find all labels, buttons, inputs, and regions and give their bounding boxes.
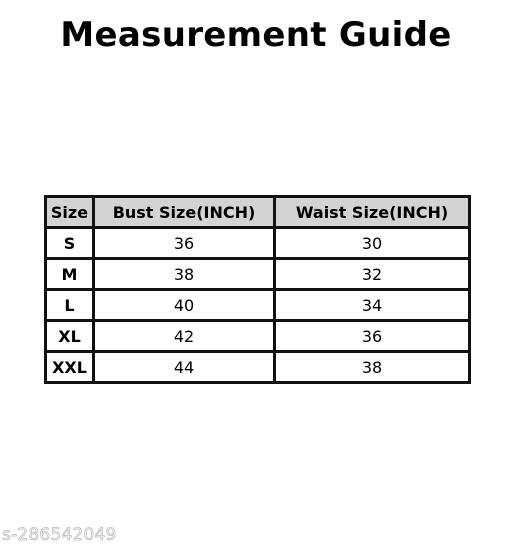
watermark-text: s-286542049 (2, 525, 117, 545)
bust-cell: 36 (94, 228, 275, 259)
size-cell: S (46, 228, 94, 259)
column-header-size: Size (46, 197, 94, 228)
size-cell: M (46, 259, 94, 290)
waist-cell: 38 (275, 352, 470, 383)
bust-cell: 40 (94, 290, 275, 321)
table-row (46, 228, 470, 259)
size-cell: XL (46, 321, 94, 352)
column-header-bust: Bust Size(INCH) (94, 197, 275, 228)
waist-cell: 34 (275, 290, 470, 321)
bust-cell: 38 (94, 259, 275, 290)
table-row (46, 352, 470, 383)
table-row (46, 290, 470, 321)
bust-cell: 42 (94, 321, 275, 352)
column-header-waist: Waist Size(INCH) (275, 197, 470, 228)
bust-cell: 44 (94, 352, 275, 383)
table-row (46, 259, 470, 290)
waist-cell: 32 (275, 259, 470, 290)
table-header-row (46, 197, 470, 228)
waist-cell: 30 (275, 228, 470, 259)
waist-cell: 36 (275, 321, 470, 352)
page-title: Measurement Guide (60, 15, 452, 55)
measurement-table (44, 195, 471, 384)
table-row (46, 321, 470, 352)
size-cell: L (46, 290, 94, 321)
size-cell: XXL (46, 352, 94, 383)
